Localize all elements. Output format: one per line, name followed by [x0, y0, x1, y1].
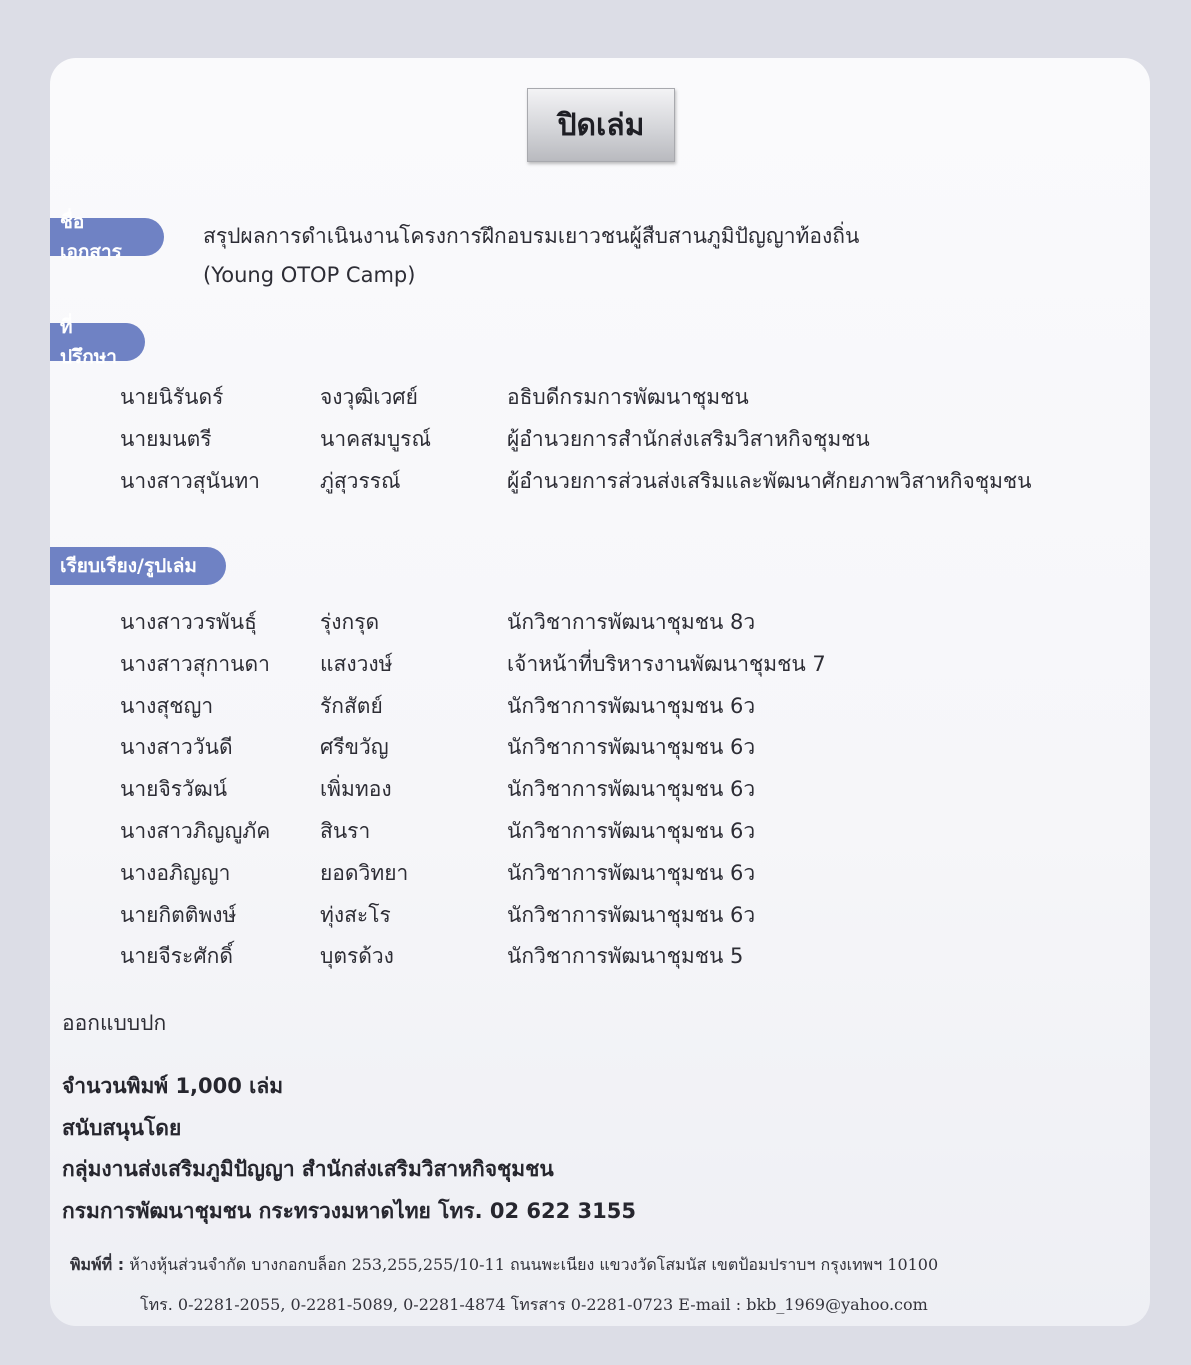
printer-line2: โทร. 0-2281-2055, 0-2281-5089, 0-2281-4874 โทรสาร 0-2281-0723 E-mail : bkb_1969@yahoo.com — [140, 1295, 928, 1314]
position-title: เจ้าหน้าที่บริหารงานพัฒนาชุมชน 7 — [507, 651, 826, 676]
position-title: นักวิชาการพัฒนาชุมชน 6ว — [507, 860, 756, 885]
list-item — [0, 423, 1191, 459]
first-name: นายจีระศักดิ์ — [120, 944, 233, 969]
position-title: ผู้อำนวยการสำนักส่งเสริมวิสาหกิจชุมชน — [507, 427, 870, 451]
first-name: นางสาววรพันธุ์ — [120, 610, 257, 634]
printer-label: พิมพ์ที่ : — [70, 1255, 125, 1274]
document-name-label: ชื่อเอกสาร — [50, 218, 164, 256]
position-title: นักวิชาการพัฒนาชุมชน 6ว — [507, 777, 756, 802]
last-name: รุ่งกรุด — [320, 610, 380, 634]
organization-line1: กลุ่มงานส่งเสริมภูมิปัญญา สำนักส่งเสริมวิสาหกิจชุมชน — [62, 1157, 554, 1181]
position-title: นักวิชาการพัฒนาชุมชน 5 — [507, 944, 744, 969]
list-item — [0, 940, 1191, 976]
list-item — [0, 606, 1191, 642]
position-title: นักวิชาการพัฒนาชุมชน 6ว — [507, 693, 756, 718]
first-name: นางสาวสุนันทา — [120, 469, 260, 493]
list-item — [0, 648, 1191, 684]
last-name: แสงวงษ์ — [320, 651, 393, 676]
first-name: นางสาวภิญญูภัค — [120, 819, 271, 843]
organization-line2: กรมการพัฒนาชุมชน กระทรวงมหาดไทย โทร. 02 622 3155 — [62, 1199, 636, 1223]
document-name-line1: สรุปผลการดำเนินงานโครงการฝึกอบรมเยาวชนผู้สืบสานภูมิปัญญาท้องถิ่น — [203, 224, 860, 248]
supported-by-label: สนับสนุนโดย — [62, 1116, 182, 1140]
first-name: นายมนตรี — [120, 427, 212, 451]
list-item — [0, 465, 1191, 501]
printer-line1 — [70, 1253, 938, 1278]
first-name: นายกิตติพงษ์ — [120, 902, 237, 927]
advisors-label: ที่ปรึกษา — [50, 323, 145, 361]
first-name: นางสาววันดี — [120, 735, 233, 760]
list-item — [0, 731, 1191, 767]
list-item — [0, 857, 1191, 893]
last-name: ทุ่งสะโร — [320, 902, 391, 927]
first-name: นางสุชญา — [120, 693, 214, 718]
position-title: อธิบดีกรมการพัฒนาชุมชน — [507, 385, 749, 409]
list-item — [0, 690, 1191, 726]
position-title: นักวิชาการพัฒนาชุมชน 8ว — [507, 610, 756, 634]
last-name: ศรีขวัญ — [320, 735, 389, 760]
list-item — [0, 381, 1191, 417]
printer-address: ห้างหุ้นส่วนจำกัด บางกอกบล็อก 253,255,255/10-11 ถนนพะเนียง แขวงวัดโสมนัส เขตป้อมปราบฯ กรุงเทพฯ 10100 — [129, 1255, 939, 1274]
last-name: บุตรด้วง — [320, 944, 394, 969]
document-name-line2: (Young OTOP Camp) — [203, 263, 416, 287]
print-count: จำนวนพิมพ์ 1,000 เล่ม — [62, 1074, 284, 1098]
last-name: ยอดวิทยา — [320, 860, 409, 885]
position-title: นักวิชาการพัฒนาชุมชน 6ว — [507, 819, 756, 843]
position-title: นักวิชาการพัฒนาชุมชน 6ว — [507, 902, 756, 927]
list-item — [0, 899, 1191, 935]
cover-design-label: ออกแบบปก — [62, 1011, 167, 1035]
last-name: สินรา — [320, 819, 371, 843]
list-item — [0, 773, 1191, 809]
first-name: นางอภิญญา — [120, 860, 231, 885]
position-title: ผู้อำนวยการส่วนส่งเสริมและพัฒนาศักยภาพวิสาหกิจชุมชน — [507, 469, 1032, 493]
page-title: ปิดเล่ม — [527, 88, 675, 162]
position-title: นักวิชาการพัฒนาชุมชน 6ว — [507, 735, 756, 760]
first-name: นายจิรวัฒน์ — [120, 777, 228, 802]
last-name: รักสัตย์ — [320, 693, 383, 718]
first-name: นางสาวสุกานดา — [120, 651, 270, 676]
list-item — [0, 815, 1191, 851]
last-name: ภู่สุวรรณ์ — [320, 469, 401, 493]
first-name: นายนิรันดร์ — [120, 385, 224, 409]
editors-label: เรียบเรียง/รูปเล่ม — [50, 547, 226, 585]
last-name: เพิ่มทอง — [320, 777, 392, 802]
last-name: นาคสมบูรณ์ — [320, 427, 431, 451]
last-name: จงวุฒิเวศย์ — [320, 385, 418, 409]
